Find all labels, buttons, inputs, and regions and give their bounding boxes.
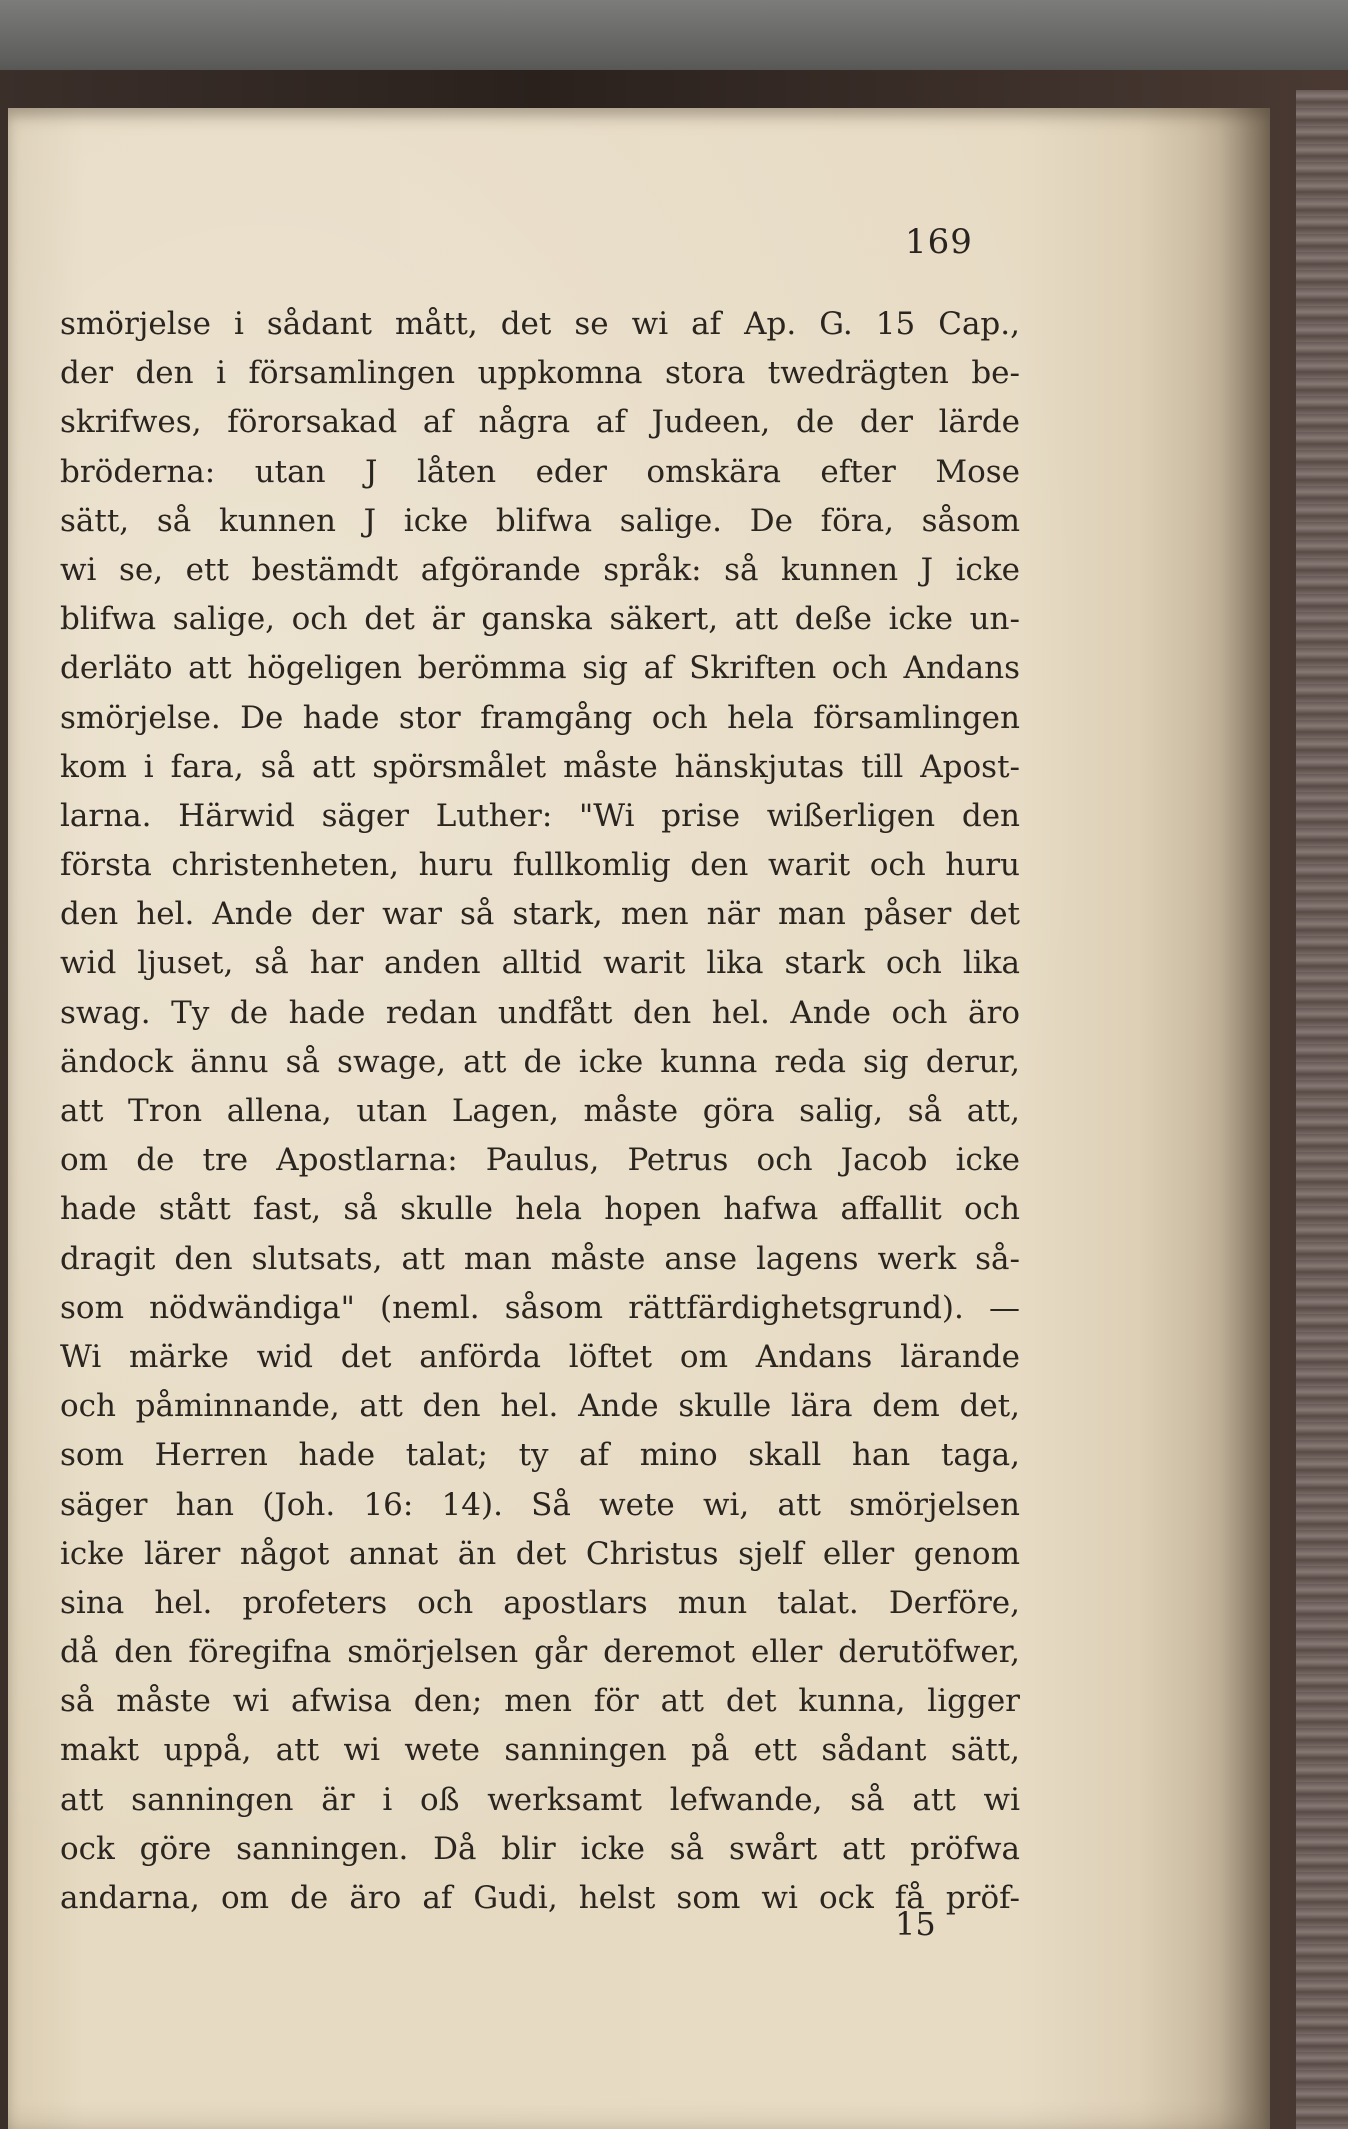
body-text xyxy=(60,300,1020,1923)
text-line: att Tron allena, utan Lagen, måste göra salig, så att, xyxy=(60,1093,1020,1129)
text-line: larna. Härwid säger Luther: "Wi prise wißerligen den xyxy=(60,797,1020,834)
text-line: Wi märke wid det anförda löftet om Andans lärande xyxy=(60,1338,1020,1375)
text-line: wid ljuset, så har anden alltid warit lika stark och lika xyxy=(60,945,1020,982)
text-line: om de tre Apostlarna: Paulus, Petrus och Jacob icke xyxy=(60,1142,1020,1179)
text-line: ock göre sanningen. Då blir icke så swårt att pröfwa xyxy=(60,1830,1020,1867)
text-line: så måste wi afwisa den; men för att det kunna, ligger xyxy=(60,1683,1020,1720)
text-line: dragit den slutsats, att man måste anse lagens werk så- xyxy=(60,1240,1020,1277)
book-cover-edge xyxy=(1296,90,1348,2129)
text-line: smörjelse. De hade stor framgång och hela församlingen xyxy=(60,699,1020,736)
text-line: första christenheten, huru fullkomlig den warit och huru xyxy=(60,847,1020,884)
text-line: sina hel. profeters och apostlars mun talat. Derföre, xyxy=(60,1584,1020,1621)
text-line: derläto att högeligen berömma sig af Skriften och Andans xyxy=(60,650,1020,687)
text-line: der den i församlingen uppkomna stora twedrägten be- xyxy=(60,355,1020,392)
text-line: den hel. Ande der war så stark, men när man påser det xyxy=(60,896,1020,933)
signature-mark: 15 xyxy=(895,1905,936,1943)
text-line: då den föregifna smörjelsen går deremot eller derutöfwer, xyxy=(60,1634,1020,1671)
text-line: bröderna: utan J låten eder omskära efter Mose xyxy=(60,453,1020,490)
text-line: wi se, ett bestämdt afgörande språk: så kunnen J icke xyxy=(60,551,1020,588)
text-line: blifwa salige, och det är ganska säkert, att deße icke un- xyxy=(60,601,1020,638)
text-line: swag. Ty de hade redan undfått den hel. Ande och äro xyxy=(60,994,1020,1031)
text-line: hade stått fast, så skulle hela hopen hafwa affallit och xyxy=(60,1191,1020,1228)
text-line: makt uppå, att wi wete sanningen på ett sådant sätt, xyxy=(60,1732,1020,1769)
text-line: och påminnande, att den hel. Ande skulle lära dem det, xyxy=(60,1388,1020,1425)
text-line: att sanningen är i oß werksamt lefwande, så att wi xyxy=(60,1781,1020,1818)
page-gutter-shadow xyxy=(1140,108,1270,2129)
text-line: som Herren hade talat; ty af mino skall han taga, xyxy=(60,1437,1020,1474)
text-line: skrifwes, förorsakad af några af Judeen, de der lärde xyxy=(60,404,1020,441)
text-line: kom i fara, så att spörsmålet måste hänskjutas till Apost- xyxy=(60,748,1020,785)
text-line: andarna, om de äro af Gudi, helst som wi ock få pröf- xyxy=(60,1880,1020,1916)
text-line: smörjelse i sådant mått, det se wi af Ap. G. 15 Cap., xyxy=(60,306,1020,342)
text-line: icke lärer något annat än det Christus sjelf eller genom xyxy=(60,1535,1020,1572)
text-line: som nödwändiga" (neml. såsom rättfärdighetsgrund). — xyxy=(60,1289,1020,1326)
page-number: 169 xyxy=(905,222,973,262)
text-line: ändock ännu så swage, att de icke kunna reda sig derur, xyxy=(60,1043,1020,1080)
text-line: säger han (Joh. 16: 14). Så wete wi, att smörjelsen xyxy=(60,1486,1020,1523)
text-line: sätt, så kunnen J icke blifwa salige. De föra, såsom xyxy=(60,502,1020,539)
